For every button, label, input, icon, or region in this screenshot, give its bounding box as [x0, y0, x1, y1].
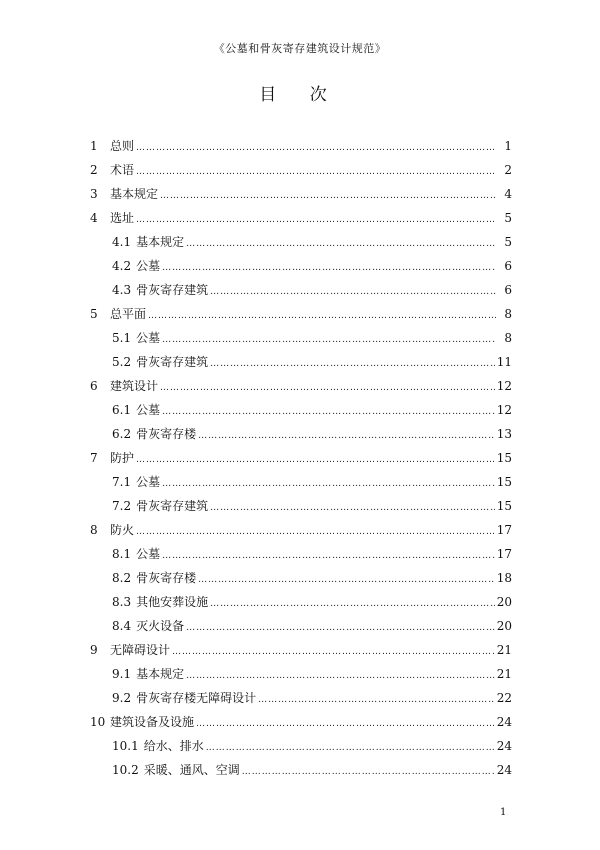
toc-entry-page: 12	[496, 379, 512, 393]
toc-entry-page: 21	[496, 667, 512, 681]
toc-entry-page: 11	[496, 355, 512, 369]
toc-subsection-entry[interactable]	[90, 497, 512, 521]
toc-entry-number: 4.2	[112, 259, 132, 273]
toc-entry-title: 给水、排水	[143, 739, 204, 753]
toc-entry-page: 15	[496, 475, 512, 489]
toc-chapter-entry[interactable]	[90, 449, 512, 473]
toc-leader-dots	[162, 479, 495, 489]
toc-chapter-entry[interactable]	[90, 521, 512, 545]
toc-leader-dots	[162, 335, 496, 345]
toc-entry-number: 6.1	[112, 403, 132, 417]
toc-entry-number: 7.2	[112, 499, 132, 513]
toc-leader-dots	[210, 503, 495, 513]
toc-entry-title: 防护	[110, 451, 135, 465]
toc-subsection-entry[interactable]	[90, 737, 512, 761]
toc-entry-number: 10.2	[112, 763, 139, 777]
toc-entry-title: 总平面	[110, 307, 147, 321]
toc-entry-number: 4.3	[112, 283, 132, 297]
toc-entry-number: 8.2	[112, 571, 132, 585]
toc-chapter-entry[interactable]	[90, 641, 512, 665]
toc-entry-title: 无障碍设计	[110, 643, 171, 657]
toc-chapter-entry[interactable]	[90, 209, 512, 233]
toc-entry-number: 10.1	[112, 739, 139, 753]
toc-entry-title: 基本规定	[136, 667, 185, 681]
toc-entry-page: 17	[496, 547, 512, 561]
toc-leader-dots	[172, 647, 495, 657]
toc-leader-dots	[160, 383, 495, 393]
toc-entry-page: 6	[504, 259, 512, 273]
toc-subsection-entry[interactable]	[90, 569, 512, 593]
toc-leader-dots	[162, 407, 495, 417]
toc-entry-page: 15	[496, 451, 512, 465]
toc-entry-title: 灭火设备	[136, 619, 185, 633]
toc-subsection-entry[interactable]	[90, 665, 512, 689]
toc-entry-page: 17	[496, 523, 512, 537]
toc-leader-dots	[196, 719, 495, 729]
toc-entry-number: 5.1	[112, 331, 132, 345]
toc-entry-number: 9.2	[112, 691, 132, 705]
toc-leader-dots	[198, 575, 495, 585]
toc-entry-title: 骨灰寄存楼无障碍设计	[136, 691, 257, 705]
toc-entry-number: 4.1	[112, 235, 132, 249]
toc-entry-page: 13	[496, 427, 512, 441]
toc-subsection-entry[interactable]	[90, 425, 512, 449]
toc-entry-title: 公墓	[136, 475, 161, 489]
toc-subsection-entry[interactable]	[90, 617, 512, 641]
toc-entry-title: 公墓	[136, 259, 161, 273]
toc-entry-page: 12	[496, 403, 512, 417]
toc-entry-title: 基本规定	[136, 235, 185, 249]
toc-subsection-entry[interactable]	[90, 329, 512, 353]
toc-leader-dots	[136, 215, 496, 225]
toc-leader-dots	[160, 191, 496, 201]
toc-leader-dots	[186, 239, 496, 249]
toc-chapter-entry[interactable]	[90, 161, 512, 185]
toc-entry-page: 6	[504, 283, 512, 297]
toc-entry-page: 8	[504, 331, 512, 345]
toc-leader-dots	[210, 599, 495, 609]
toc-entry-title: 骨灰寄存楼	[136, 571, 197, 585]
toc-entry-page: 2	[504, 163, 512, 177]
toc-subsection-entry[interactable]	[90, 593, 512, 617]
toc-entry-number: 4	[90, 211, 98, 225]
toc-subsection-entry[interactable]	[90, 761, 512, 785]
toc-entry-page: 22	[496, 691, 512, 705]
toc-entry-page: 5	[504, 211, 512, 225]
toc-entry-number: 1	[90, 139, 98, 153]
toc-entry-number: 9	[90, 643, 98, 657]
toc-entry-page: 21	[496, 643, 512, 657]
toc-entry-title: 术语	[110, 163, 135, 177]
toc-entry-number: 8.4	[112, 619, 132, 633]
toc-entry-title: 公墓	[136, 403, 161, 417]
toc-entry-title: 采暖、通风、空调	[143, 763, 240, 777]
toc-subsection-entry[interactable]	[90, 689, 512, 713]
toc-entry-number: 7.1	[112, 475, 132, 489]
toc-entry-number: 8.1	[112, 547, 132, 561]
running-header: 《公墓和骨灰寄存建筑设计规范》	[213, 42, 387, 55]
toc-entry-number: 5	[90, 307, 98, 321]
toc-subsection-entry[interactable]	[90, 473, 512, 497]
toc-leader-dots	[136, 143, 496, 153]
toc-entry-title: 基本规定	[110, 187, 159, 201]
toc-entry-number: 6	[90, 379, 98, 393]
toc-entry-number: 8.3	[112, 595, 132, 609]
toc-chapter-entry[interactable]	[90, 305, 512, 329]
toc-entry-page: 18	[496, 571, 512, 585]
toc-leader-dots	[210, 359, 495, 369]
toc-leader-dots	[136, 455, 495, 465]
toc-entry-title: 建筑设备及设施	[110, 715, 195, 729]
toc-entry-number: 8	[90, 523, 98, 537]
toc-subsection-entry[interactable]	[90, 353, 512, 377]
toc-entry-title: 骨灰寄存建筑	[136, 283, 209, 297]
toc-subsection-entry[interactable]	[90, 545, 512, 569]
toc-subsection-entry[interactable]	[90, 281, 512, 305]
table-of-contents	[90, 137, 512, 785]
toc-leader-dots	[210, 287, 496, 297]
toc-entry-number: 5.2	[112, 355, 132, 369]
toc-leader-dots	[258, 695, 495, 705]
toc-leader-dots	[186, 671, 495, 681]
toc-chapter-entry[interactable]	[90, 377, 512, 401]
toc-entry-title: 总则	[110, 139, 135, 153]
toc-entry-page: 5	[504, 235, 512, 249]
toc-entry-page: 4	[504, 187, 512, 201]
toc-leader-dots	[198, 431, 495, 441]
toc-entry-title: 选址	[110, 211, 135, 225]
toc-leader-dots	[136, 527, 495, 537]
toc-subsection-entry[interactable]	[90, 401, 512, 425]
toc-entry-page: 20	[496, 619, 512, 633]
toc-entry-page: 24	[496, 715, 512, 729]
page-title: 目 次	[259, 85, 341, 105]
page-number: 1	[500, 807, 507, 818]
toc-leader-dots	[242, 767, 495, 777]
toc-entry-page: 8	[504, 307, 512, 321]
toc-entry-title: 其他安葬设施	[136, 595, 209, 609]
toc-entry-page: 1	[504, 139, 512, 153]
toc-entry-page: 24	[496, 739, 512, 753]
toc-chapter-entry[interactable]	[90, 137, 512, 161]
toc-entry-title: 骨灰寄存楼	[136, 427, 197, 441]
toc-entry-number: 2	[90, 163, 98, 177]
toc-chapter-entry[interactable]	[90, 185, 512, 209]
toc-leader-dots	[136, 167, 496, 177]
toc-leader-dots	[186, 623, 495, 633]
toc-entry-title: 防火	[110, 523, 135, 537]
toc-entry-page: 20	[496, 595, 512, 609]
toc-chapter-entry[interactable]	[90, 713, 512, 737]
toc-entry-number: 7	[90, 451, 98, 465]
toc-leader-dots	[162, 551, 495, 561]
toc-entry-number: 6.2	[112, 427, 132, 441]
toc-entry-number: 3	[90, 187, 98, 201]
toc-entry-page: 24	[496, 763, 512, 777]
toc-subsection-entry[interactable]	[90, 257, 512, 281]
toc-entry-title: 骨灰寄存建筑	[136, 355, 209, 369]
toc-entry-title: 骨灰寄存建筑	[136, 499, 209, 513]
toc-entry-number: 10	[90, 715, 106, 729]
toc-entry-title: 公墓	[136, 331, 161, 345]
toc-entry-number: 9.1	[112, 667, 132, 681]
toc-entry-title: 建筑设计	[110, 379, 159, 393]
toc-leader-dots	[162, 263, 496, 273]
toc-leader-dots	[206, 743, 495, 753]
toc-leader-dots	[148, 311, 496, 321]
toc-subsection-entry[interactable]	[90, 233, 512, 257]
toc-entry-title: 公墓	[136, 547, 161, 561]
toc-entry-page: 15	[496, 499, 512, 513]
